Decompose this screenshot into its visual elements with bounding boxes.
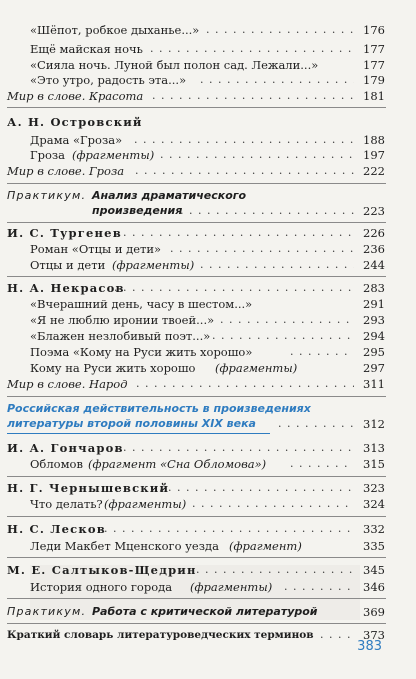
toc-page: 197	[363, 148, 385, 162]
toc-title: Краткий словарь литературоведческих терминов	[7, 629, 314, 641]
toc-title: Ещё майская ночь	[30, 42, 143, 56]
toc-section-heading	[0, 416, 416, 432]
toc-title: «Я не люблю иронии твоей...»	[30, 313, 215, 327]
toc-entry	[0, 328, 416, 344]
toc-page: 179	[363, 73, 385, 87]
toc-entry	[0, 163, 416, 179]
toc-practicum	[0, 203, 416, 219]
toc-page: 369	[363, 605, 385, 619]
toc-page: 345	[363, 563, 385, 577]
practicum-topic: Анализ драматического	[92, 189, 247, 202]
dot-leader	[160, 147, 354, 163]
toc-practicum	[0, 604, 416, 620]
section-heading-line1: Российская действительность в произведениях	[7, 402, 311, 415]
toc-title-note: (фрагменты)	[104, 497, 187, 511]
toc-section-heading	[0, 401, 416, 417]
dot-leader	[152, 88, 354, 104]
dot-leader	[200, 72, 354, 88]
dot-leader	[114, 280, 354, 296]
toc-entry	[0, 627, 416, 643]
toc-page: 335	[363, 539, 385, 553]
dot-leader	[114, 225, 354, 241]
toc-title: Кому на Руси жить хорошо	[30, 361, 196, 375]
dot-leader	[196, 562, 354, 578]
author-name: И. С. Тургенев	[7, 226, 122, 240]
toc-title: «Сияла ночь. Луной был полон сад. Лежали...»	[30, 58, 319, 72]
toc-title-note: (фрагменты)	[215, 361, 298, 375]
author-name: Н. А. Некрасов	[7, 281, 125, 295]
toc-page: 244	[363, 258, 385, 272]
toc-title: Поэма «Кому на Руси жить хорошо»	[30, 345, 253, 359]
toc-entry	[0, 241, 416, 257]
dot-leader	[278, 416, 354, 432]
section-divider	[7, 222, 386, 223]
toc-entry	[0, 296, 416, 312]
author-name: М. Е. Салтыков-Щедрин	[7, 563, 197, 577]
section-divider	[7, 276, 386, 277]
toc-page: 315	[363, 457, 385, 471]
toc-title: Драма «Гроза»	[30, 133, 123, 147]
toc-title-note: (фрагмент «Сна Обломова»)	[88, 457, 267, 471]
toc-entry	[0, 360, 416, 376]
toc-title: «Шёпот, робкое дыханье...»	[30, 23, 200, 37]
section-divider	[7, 476, 386, 477]
toc-entry	[0, 312, 416, 328]
section-divider	[7, 557, 386, 558]
toc-entry	[0, 496, 416, 512]
dot-leader	[180, 203, 354, 219]
toc-page: 236	[363, 242, 385, 256]
toc-title: Обломов	[30, 457, 83, 471]
dot-leader	[220, 312, 354, 328]
toc-page: 177	[363, 58, 385, 72]
toc-entry	[0, 257, 416, 273]
toc-entry	[0, 41, 416, 57]
dot-leader	[150, 480, 354, 496]
dot-leader	[192, 496, 354, 512]
toc-page: 373	[363, 628, 385, 642]
toc-page: 324	[363, 497, 385, 511]
toc-author	[0, 440, 416, 456]
section-divider	[7, 623, 386, 624]
section-underline	[7, 433, 270, 434]
toc-title: Отцы и дети	[30, 258, 106, 272]
section-divider	[7, 516, 386, 517]
toc-title: Мир в слове. Народ	[7, 377, 128, 391]
toc-entry	[0, 147, 416, 163]
toc-page: 294	[363, 329, 385, 343]
toc-entry	[0, 132, 416, 148]
section-heading-line2: литературы второй половины XIX века	[7, 417, 256, 430]
toc-title: «Блажен незлобивый поэт...»	[30, 329, 211, 343]
dot-leader	[135, 163, 354, 179]
toc-entry	[0, 57, 416, 73]
author-name: А. Н. Островский	[7, 115, 143, 129]
toc-title-note: (фрагменты)	[112, 258, 195, 272]
page-number: 383	[357, 639, 382, 654]
practicum-label: Практикум.	[7, 605, 87, 618]
toc-title: Мир в слове. Красота	[7, 89, 144, 103]
toc-entry	[0, 376, 416, 392]
practicum-label: Практикум.	[7, 189, 87, 202]
toc-entry	[0, 456, 416, 472]
dot-leader	[170, 241, 354, 257]
toc-entry	[0, 344, 416, 360]
toc-entry	[0, 22, 416, 38]
toc-entry	[0, 88, 416, 104]
toc-author	[0, 480, 416, 496]
dot-leader	[206, 22, 354, 38]
dot-leader	[284, 579, 354, 595]
section-divider	[7, 396, 386, 397]
toc-entry	[0, 579, 416, 595]
dot-leader	[150, 41, 354, 57]
toc-title-note: (фрагменты)	[190, 580, 273, 594]
toc-page: 312	[363, 417, 385, 431]
toc-page: 176	[363, 23, 385, 37]
toc-page: 311	[363, 377, 385, 391]
toc-page: 283	[363, 281, 385, 295]
author-name: Н. Г. Чернышевский	[7, 481, 170, 495]
dot-leader	[212, 328, 354, 344]
toc-title: Что делать?	[30, 497, 103, 511]
toc-page: 181	[363, 89, 385, 103]
toc-author	[0, 562, 416, 578]
toc-author	[0, 521, 416, 537]
toc-title-note: (фрагменты)	[72, 148, 155, 162]
practicum-topic-cont: произведения	[92, 204, 183, 217]
toc-title: Мир в слове. Гроза	[7, 164, 125, 178]
section-divider	[7, 183, 386, 184]
toc-title: «Это утро, радость эта...»	[30, 73, 187, 87]
dot-leader	[320, 627, 354, 643]
toc-page: 293	[363, 313, 385, 327]
toc-title: Роман «Отцы и дети»	[30, 242, 162, 256]
toc-title: Леди Макбет Мценского уезда	[30, 539, 219, 553]
dot-leader	[290, 456, 354, 472]
toc-page: 291	[363, 297, 385, 311]
dot-leader	[114, 440, 354, 456]
toc-page: 188	[363, 133, 385, 147]
toc-page: 297	[363, 361, 385, 375]
toc-author	[0, 225, 416, 241]
author-name: И. А. Гончаров	[7, 441, 124, 455]
dot-leader	[290, 344, 354, 360]
practicum-topic: Работа с критической литературой	[92, 605, 318, 618]
author-name: Н. С. Лесков	[7, 522, 106, 536]
toc-author	[0, 114, 416, 130]
toc-title: История одного города	[30, 580, 173, 594]
dot-leader	[200, 257, 354, 273]
toc-page: 226	[363, 226, 385, 240]
toc-page: 346	[363, 580, 385, 594]
section-divider	[7, 107, 386, 108]
toc-page: 222	[363, 164, 385, 178]
toc-page: 223	[363, 204, 385, 218]
toc-page: 323	[363, 481, 385, 495]
toc-page: 177	[363, 42, 385, 56]
toc-page: 295	[363, 345, 385, 359]
toc-page: 332	[363, 522, 385, 536]
dot-leader	[134, 132, 354, 148]
toc-page: 313	[363, 441, 385, 455]
toc-entry	[0, 72, 416, 88]
toc-title: «Вчерашний день, часу в шестом...»	[30, 297, 253, 311]
toc-title-note: (фрагмент)	[229, 539, 302, 553]
section-divider	[7, 598, 386, 599]
dot-leader	[104, 521, 354, 537]
toc-practicum	[0, 188, 416, 204]
toc-title: Гроза	[30, 148, 66, 162]
dot-leader	[136, 376, 354, 392]
toc-entry	[0, 538, 416, 554]
toc-author	[0, 280, 416, 296]
